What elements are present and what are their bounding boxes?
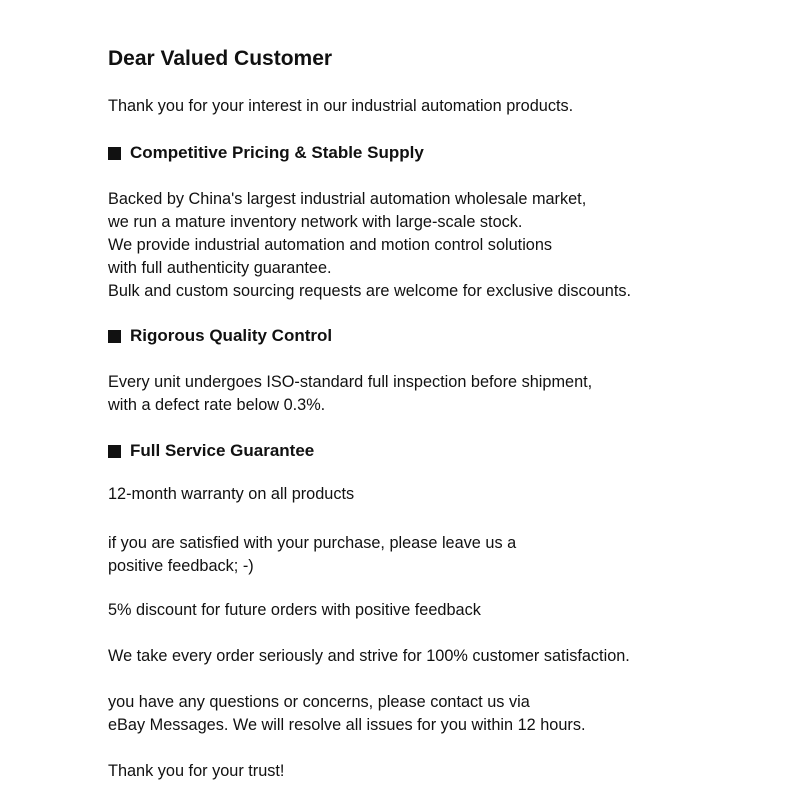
pricing-line-5: Bulk and custom sourcing requests are welcome for exclusive discounts. xyxy=(108,282,632,300)
pricing-line-1: Backed by China's largest industrial automation wholesale market, xyxy=(108,190,587,208)
quality-line-1: Every unit undergoes ISO-standard full inspection before shipment, xyxy=(108,373,593,391)
pricing-line-3: We provide industrial automation and motion control solutions xyxy=(108,236,553,254)
feedback-line-2: positive feedback; -) xyxy=(108,557,254,575)
section-heading-quality xyxy=(108,325,332,347)
thanks-line: Thank you for your trust! xyxy=(108,762,285,780)
section-heading-text: Full Service Guarantee xyxy=(130,441,315,460)
contact-line-1: you have any questions or concerns, please contact us via xyxy=(108,693,530,711)
black-square-icon xyxy=(108,330,121,343)
pricing-line-4: with full authenticity guarantee. xyxy=(108,259,332,277)
intro-text: Thank you for your interest in our industrial automation products. xyxy=(108,97,574,115)
commitment-line: We take every order seriously and strive for 100% customer satisfaction. xyxy=(108,647,630,665)
greeting-title: Dear Valued Customer xyxy=(108,47,333,70)
section-heading-service xyxy=(108,440,314,462)
black-square-icon xyxy=(108,445,121,458)
discount-line: 5% discount for future orders with positive feedback xyxy=(108,601,481,619)
pricing-line-2: we run a mature inventory network with large-scale stock. xyxy=(108,213,523,231)
black-square-icon xyxy=(108,147,121,160)
feedback-line-1: if you are satisfied with your purchase, please leave us a xyxy=(108,534,517,552)
section-heading-pricing xyxy=(108,142,424,164)
section-heading-text: Rigorous Quality Control xyxy=(130,326,333,345)
warranty-line: 12-month warranty on all products xyxy=(108,485,355,503)
quality-line-2: with a defect rate below 0.3%. xyxy=(108,396,326,414)
section-heading-text: Competitive Pricing & Stable Supply xyxy=(130,143,424,162)
contact-line-2: eBay Messages. We will resolve all issues for you within 12 hours. xyxy=(108,716,586,734)
